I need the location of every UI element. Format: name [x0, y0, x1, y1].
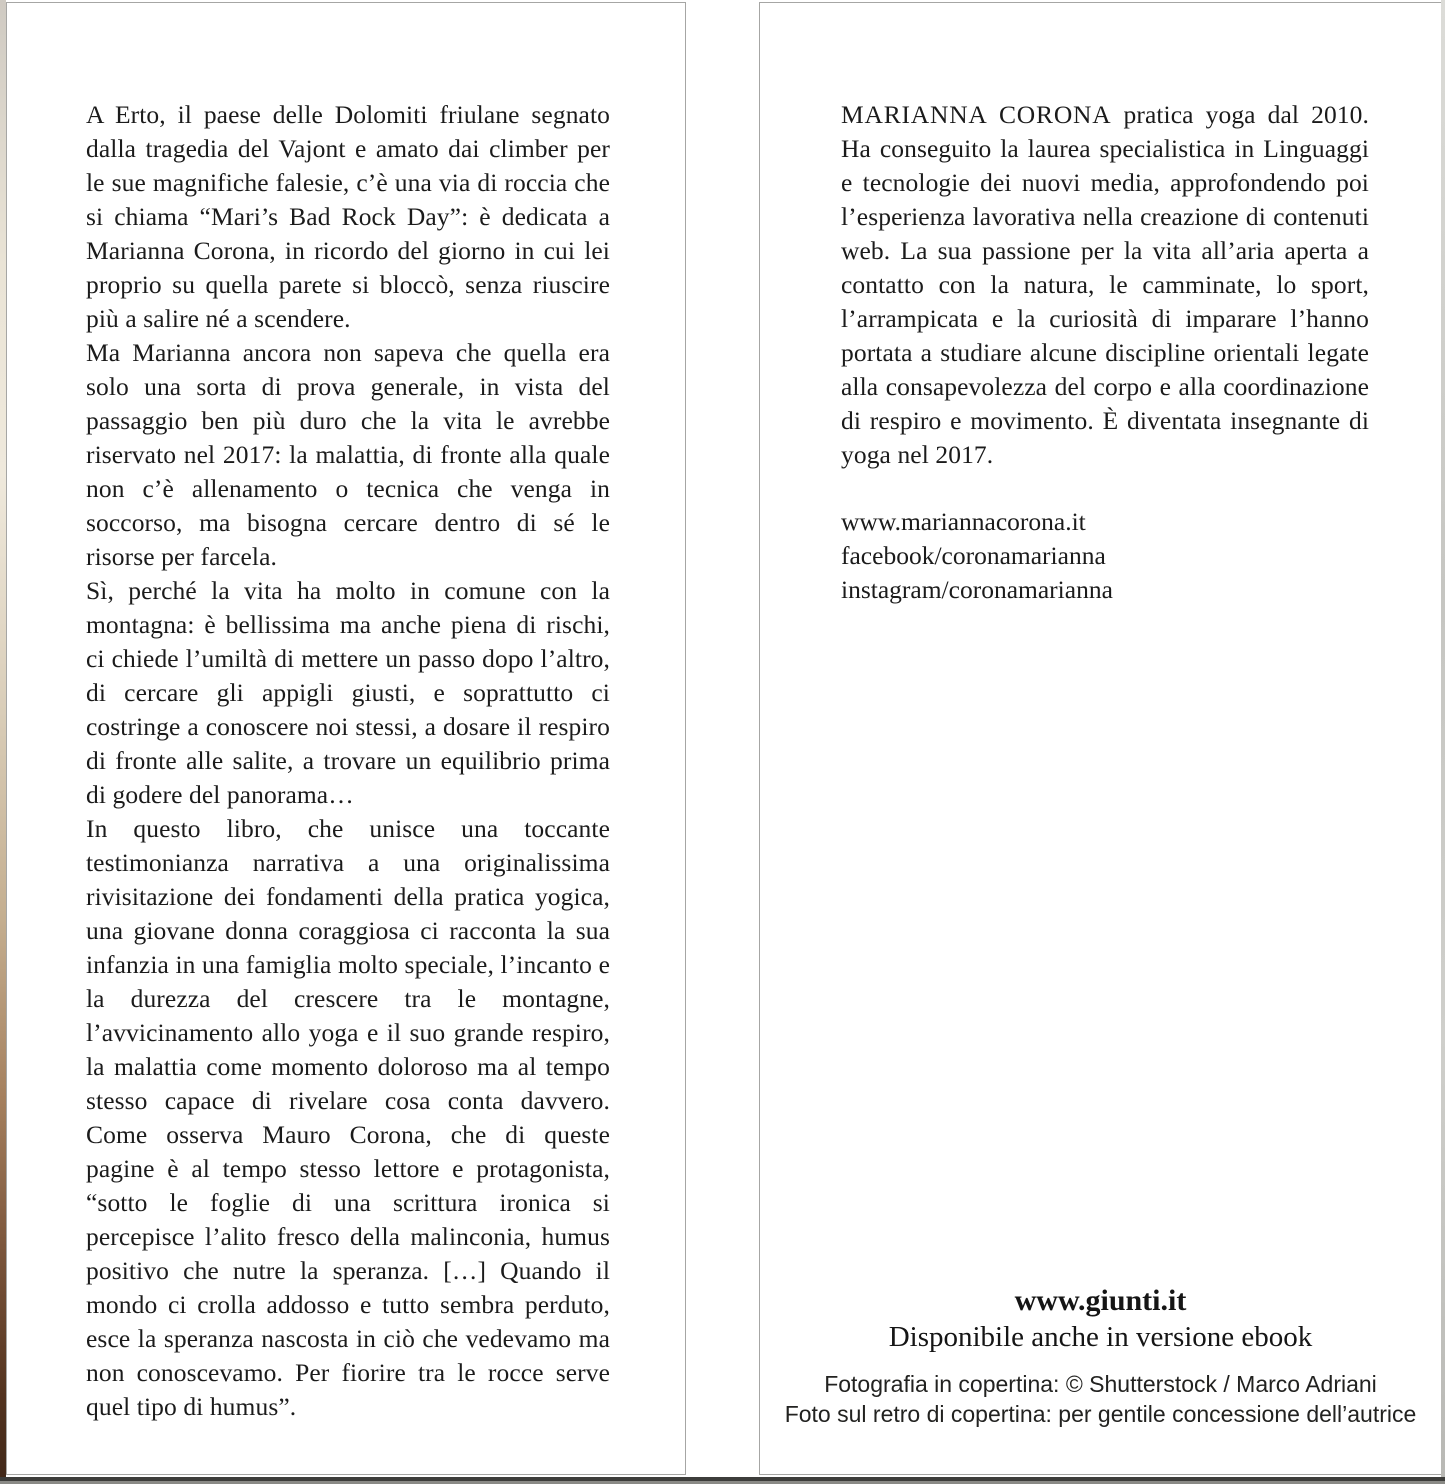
back-flap-panel — [759, 2, 1442, 1475]
flap-paragraph: In questo libro, che unisce una toccante testimonianza narrativa a una originalissima rivisitazione dei fondamenti della pratica yogica, una giovane donna coraggiosa ci racconta la sua infanzia in una famiglia molto speciale, l’incanto e la durezza del crescere tra le montagne, l’avvicinamento allo yoga e il suo grande respiro, la malattia come momento doloroso ma al tempo stesso capace di rivelare cosa conta davvero. Come osserva Mauro Corona, che di queste pagine è al tempo stesso lettore e protagonista, “sotto le foglie di una scrittura ironica si percepisce l’alito fresco della malinconia, humus positivo che nutre la speranza. […] Quando il mondo ci crolla addosso e tutto sembra perduto, esce la speranza nascosta in ciò che vedevamo ma non conoscevamo. Per fiorire tra le rocce serve quel tipo di humus”. — [86, 814, 610, 1421]
author-bio-text: pratica yoga dal 2010. Ha conseguito la laurea specialistica in Linguaggi e tecnologie dei nuovi media, approfondendo poi l’esperienza lavorativa nella creazione di contenuti web. La sua passione per la vita all’aria aperta a contatto con la natura, le camminate, lo sport, l’arrampicata e la curiosità di imparare l’hanno portata a studiare alcune discipline orientali legate alla consapevolezza del corpo e alla coordinazione di respiro e movimento. È diventata insegnante di yoga nel 2017. — [841, 100, 1369, 469]
author-bio-block — [841, 98, 1369, 607]
author-links — [841, 505, 1369, 607]
publisher-block — [760, 1283, 1441, 1355]
photo-credit-line: Fotografia in copertina: © Shutterstock / Marco Adriani — [824, 1371, 1377, 1397]
scan-edge-strip — [1441, 0, 1445, 1484]
author-link: instagram/coronamarianna — [841, 575, 1113, 604]
photo-credits — [760, 1369, 1441, 1429]
photo-credit-line: Foto sul retro di copertina: per gentile concessione dell’autrice — [784, 1401, 1417, 1427]
publisher-url: www.giunti.it — [1014, 1284, 1187, 1317]
front-flap-panel — [6, 2, 686, 1475]
author-link: www.mariannacorona.it — [841, 507, 1086, 536]
author-bio-paragraph — [841, 98, 1369, 472]
front-flap-text — [86, 98, 610, 1424]
flap-paragraph: Ma Marianna ancora non sapeva che quella era solo una sorta di prova generale, in vista del passaggio ben più duro che la vita le avrebbe riservato nel 2017: la malattia, di fronte alla quale non c’è allenamento o tecnica che venga in soccorso, ma bisogna cercare dentro di sé le risorse per farcela. — [86, 338, 610, 571]
author-link: facebook/coronamarianna — [841, 541, 1106, 570]
flap-paragraph: A Erto, il paese delle Dolomiti friulane segnato dalla tragedia del Vajont e amato dai climber per le sue magnifiche falesie, c’è una via di roccia che si chiama “Mari’s Bad Rock Day”: è dedicata a Marianna Corona, in ricordo del giorno in cui lei proprio su quella parete si bloccò, senza riuscire più a salire né a scendere. — [86, 100, 610, 333]
scan-bottom-edge — [0, 1477, 1445, 1484]
flap-paragraph: Sì, perché la vita ha molto in comune con la montagna: è bellissima ma anche piena di rischi, ci chiede l’umiltà di mettere un passo dopo l’altro, di cercare gli appigli giusti, e soprattutto ci costringe a conoscere noi stessi, a dosare il respiro di fronte alle salite, a trovare un equilibrio prima di godere del panorama… — [86, 576, 610, 809]
ebook-availability-note: Disponibile anche in versione ebook — [888, 1321, 1313, 1353]
author-name: MARIANNA CORONA — [841, 100, 1112, 129]
